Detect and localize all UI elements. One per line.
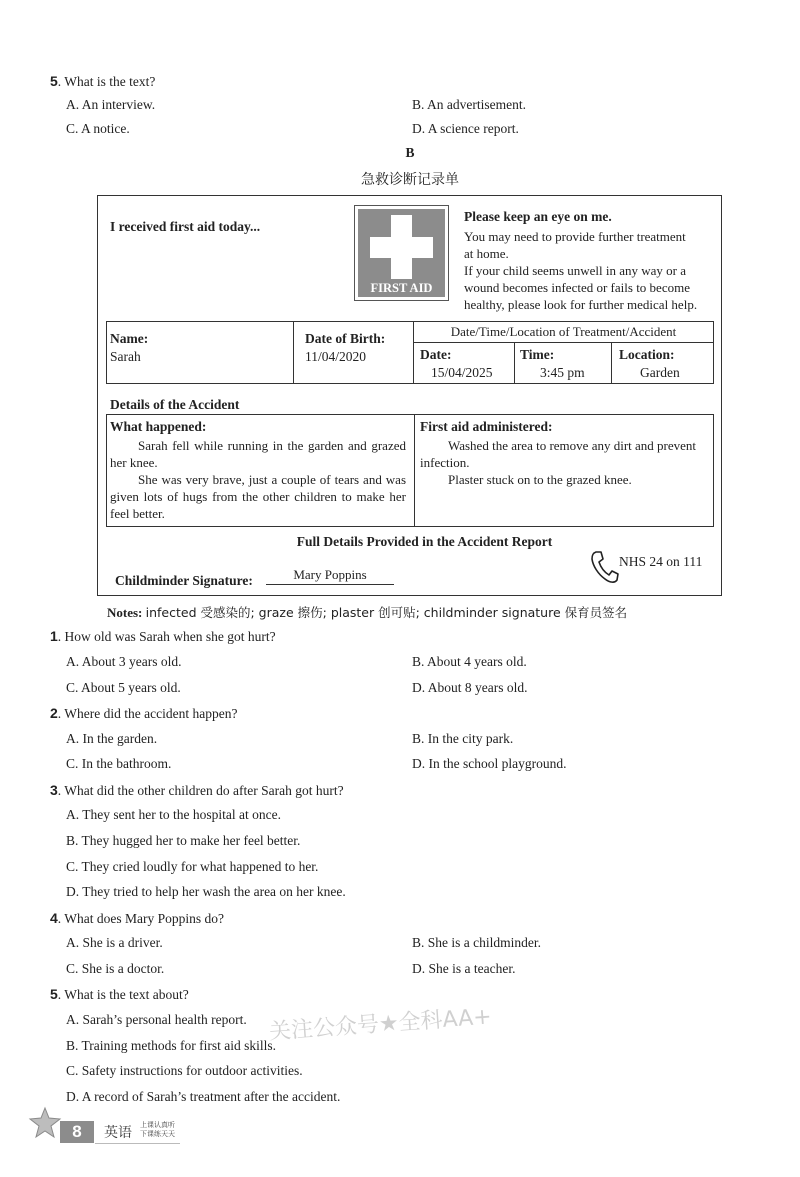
footer-subject: 英语	[104, 1125, 132, 1141]
option-c: C. A notice.	[66, 121, 130, 136]
question-text: . What did the other children do after Sarah got hurt?	[57, 783, 344, 798]
keep-eye-title: Please keep an eye on me.	[464, 209, 612, 224]
notes-text: infected 受感染的; graze 擦伤; plaster 创可贴; childminder signature 保育员签名	[145, 605, 628, 620]
dob-label: Date of Birth:	[305, 331, 386, 346]
question-4	[50, 910, 224, 927]
page-number: 8	[60, 1121, 94, 1143]
section-letter: B	[405, 145, 415, 160]
question-text: . What is the text about?	[57, 987, 189, 1002]
what-happened-text	[110, 437, 406, 522]
question-text: . What does Mary Poppins do?	[57, 911, 225, 926]
keep-eye-line: healthy, please look for further medical help.	[464, 297, 698, 312]
signature-label: Childminder Signature:	[115, 573, 253, 588]
option-c: C. In the bathroom.	[66, 756, 172, 771]
what-happened-cell	[106, 414, 415, 527]
first-aid-p2: Plaster stuck on to the grazed knee.	[448, 472, 632, 487]
question-number: 3	[50, 782, 58, 798]
time-label: Time:	[520, 347, 555, 362]
option-d: D. About 8 years old.	[412, 680, 528, 695]
keep-eye-line: wound becomes infected or fails to become	[464, 280, 690, 295]
name-value: Sarah	[110, 349, 141, 364]
time-cell	[514, 342, 612, 384]
first-aid-logo-text: FIRST AID	[370, 281, 433, 295]
first-aid-label: First aid administered:	[420, 419, 553, 434]
option-d: D. A record of Sarah’s treatment after the accident.	[66, 1089, 341, 1104]
question-number: 4	[50, 910, 58, 926]
time-value: 3:45 pm	[540, 365, 585, 380]
what-happened-label: What happened:	[110, 419, 207, 434]
question-number: 1	[50, 628, 58, 644]
prev-question	[50, 73, 155, 90]
question-number: 2	[50, 705, 58, 721]
option-d: D. In the school playground.	[412, 756, 567, 771]
option-a: A. Sarah’s personal health report.	[66, 1012, 247, 1027]
received-text: I received first aid today...	[110, 219, 261, 234]
keep-eye-line: If your child seems unwell in any way or a	[464, 263, 687, 278]
option-d: D. She is a teacher.	[412, 961, 516, 976]
question-5	[50, 986, 189, 1003]
option-a: A. About 3 years old.	[66, 654, 182, 669]
option-c: C. About 5 years old.	[66, 680, 181, 695]
star-icon	[28, 1106, 62, 1140]
what-happened-p1: Sarah fell while running in the garden and grazed her knee.	[110, 438, 406, 470]
footer-slogan-line: 下课练天天	[140, 1130, 175, 1138]
location-value: Garden	[640, 365, 680, 380]
option-d: D. A science report.	[412, 121, 519, 136]
dob-value: 11/04/2020	[305, 349, 367, 364]
date-value: 15/04/2025	[431, 365, 493, 380]
question-text: . How old was Sarah when she got hurt?	[57, 629, 276, 644]
location-cell	[611, 342, 714, 384]
question-2	[50, 705, 237, 722]
footer-slogan	[140, 1121, 175, 1139]
option-b: B. About 4 years old.	[412, 654, 527, 669]
option-c: C. They cried loudly for what happened to her.	[66, 859, 319, 874]
option-a: A. They sent her to the hospital at once.	[66, 807, 281, 822]
keep-eye-line: at home.	[464, 246, 509, 261]
date-label: Date:	[420, 347, 452, 362]
option-a: A. An interview.	[66, 97, 156, 112]
full-details: Full Details Provided in the Accident Report	[296, 534, 553, 549]
question-number: 5	[50, 986, 58, 1002]
watermark: 关注公众号★全科AA+	[268, 1004, 493, 1045]
name-label: Name:	[110, 331, 149, 346]
dob-cell	[293, 321, 414, 384]
name-cell	[106, 321, 294, 384]
notes-label: Notes:	[107, 605, 143, 620]
phone-icon	[590, 550, 620, 584]
section-title: 急救诊断记录单	[361, 172, 459, 188]
option-a: A. In the garden.	[66, 731, 158, 746]
option-b: B. In the city park.	[412, 731, 514, 746]
option-c: C. She is a doctor.	[66, 961, 165, 976]
option-b: B. They hugged her to make her feel better.	[66, 833, 301, 848]
option-b: B. She is a childminder.	[412, 935, 541, 950]
question-1	[50, 628, 276, 645]
question-text: . What is the text?	[57, 74, 156, 89]
question-3	[50, 782, 344, 799]
first-aid-logo	[354, 205, 449, 301]
keep-eye-text	[464, 228, 697, 313]
option-b: B. An advertisement.	[412, 97, 526, 112]
keep-eye-line: You may need to provide further treatment	[464, 229, 686, 244]
option-c: C. Safety instructions for outdoor activities.	[66, 1063, 303, 1078]
notes	[107, 603, 627, 621]
first-aid-cell	[414, 414, 714, 527]
option-b: B. Training methods for first aid skills.	[66, 1038, 277, 1053]
date-cell	[413, 342, 515, 384]
question-number: 5	[50, 73, 58, 89]
first-aid-p1: Washed the area to remove any dirt and prevent infection.	[420, 438, 697, 470]
footer-divider	[95, 1143, 180, 1144]
dtl-header: Date/Time/Location of Treatment/Accident	[413, 321, 714, 343]
option-d: D. They tried to help her wash the area on her knee.	[66, 884, 346, 899]
footer-slogan-line: 上课认真听	[140, 1121, 175, 1129]
option-a: A. She is a driver.	[66, 935, 163, 950]
signature-value: Mary Poppins	[266, 567, 394, 585]
what-happened-p2: She was very brave, just a couple of tears and was given lots of hugs from the other children to make her feel better.	[110, 472, 406, 521]
details-title: Details of the Accident	[110, 397, 240, 412]
question-text: . Where did the accident happen?	[57, 706, 238, 721]
location-label: Location:	[619, 347, 675, 362]
first-aid-text	[420, 437, 712, 488]
nhs-number: NHS 24 on 111	[619, 554, 703, 569]
